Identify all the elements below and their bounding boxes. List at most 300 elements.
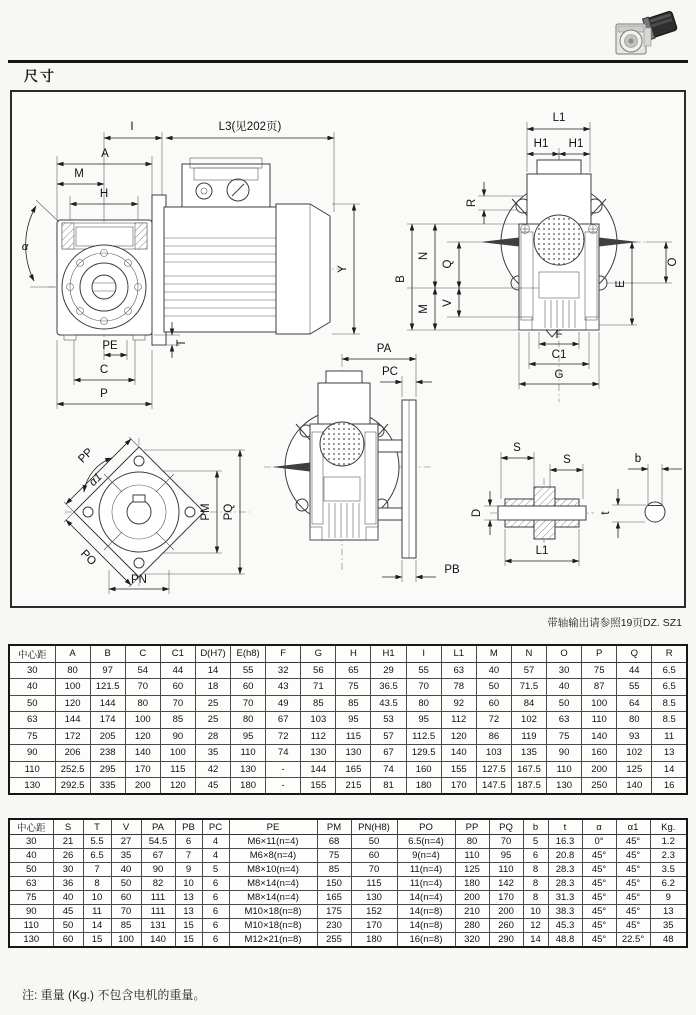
table-cell: 130: [547, 778, 582, 795]
column-header: α1: [616, 819, 650, 835]
column-header: R: [652, 645, 687, 662]
table-cell: 45°: [616, 835, 650, 849]
dim-label-a: A: [101, 148, 109, 160]
table-cell: 130: [351, 891, 397, 905]
table-cell: 260: [489, 919, 523, 933]
column-header: F: [266, 645, 301, 662]
table-cell: 18: [195, 679, 230, 696]
table-cell: M12×21(n=8): [229, 933, 317, 947]
column-header: PB: [175, 819, 202, 835]
table-cell: 45°: [616, 849, 650, 863]
table-cell: 200: [489, 905, 523, 919]
dim-label-m2: M: [418, 304, 430, 314]
table-cell: 97: [90, 662, 125, 679]
flange-view: [64, 437, 250, 594]
table-cell: 57: [511, 662, 546, 679]
dim-label-g: G: [554, 369, 564, 381]
table-cell: 112.5: [406, 728, 441, 745]
table-cell: 80: [406, 695, 441, 712]
table-cell: 43.5: [371, 695, 406, 712]
table-cell: 65: [336, 662, 371, 679]
table-cell: 15: [83, 933, 111, 947]
table-cell: 45°: [582, 849, 616, 863]
table-cell: 140: [141, 933, 175, 947]
table-row: [9, 891, 687, 905]
table-cell: 71.5: [511, 679, 546, 696]
table-cell: 6: [202, 877, 229, 891]
table-cell: 6: [175, 835, 202, 849]
table-cell: 70: [351, 863, 397, 877]
table-cell: 45°: [582, 891, 616, 905]
table-cell: 45°: [582, 919, 616, 933]
table-cell: 28.3: [548, 863, 582, 877]
table-cell: 54.5: [141, 835, 175, 849]
dim-label-pm: PM: [200, 503, 212, 521]
column-header: E(h8): [231, 645, 266, 662]
table-cell: 93: [617, 728, 652, 745]
column-header: b: [523, 819, 548, 835]
table-cell: 135: [511, 745, 546, 762]
table-cell: 6: [202, 905, 229, 919]
table-cell: 110: [547, 761, 582, 778]
table-cell: 85: [317, 863, 351, 877]
table-row: [9, 679, 687, 696]
table-cell: 130: [336, 745, 371, 762]
table-row: [9, 745, 687, 762]
table-cell: 174: [90, 712, 125, 729]
table-cell: 180: [351, 933, 397, 947]
table-cell: 45°: [582, 863, 616, 877]
table-cell: 6: [202, 891, 229, 905]
table-cell: 140: [617, 778, 652, 795]
dim-label-r: R: [466, 198, 478, 208]
table-cell: 85: [160, 712, 195, 729]
table-cell: 119: [511, 728, 546, 745]
dim-label-l1b: L1: [535, 545, 549, 557]
column-header: α: [582, 819, 616, 835]
table-row: [9, 905, 687, 919]
table-cell: 48.8: [548, 933, 582, 947]
dim-label-p: P: [100, 388, 108, 400]
table-cell: 85: [111, 919, 141, 933]
page-title: 尺寸: [24, 68, 56, 84]
dim-label-h1a: H1: [533, 138, 549, 150]
table-cell: 35: [111, 849, 141, 863]
table-cell: 9: [175, 863, 202, 877]
table-cell: 13: [175, 905, 202, 919]
column-header: V: [111, 819, 141, 835]
table-cell: 170: [441, 778, 476, 795]
table-cell: 130: [301, 745, 336, 762]
table-cell: 28.3: [548, 877, 582, 891]
footer-note: 注: 重量 (Kg.) 不包含电机的重量。: [22, 988, 206, 1002]
dim-label-l1: L1: [552, 112, 566, 124]
dimensions-table-1: [8, 644, 688, 795]
table-cell: M10×18(n=8): [229, 905, 317, 919]
table-cell: 71: [301, 679, 336, 696]
table-cell: 144: [55, 712, 90, 729]
table-cell: 70: [125, 679, 160, 696]
table-cell: 14: [195, 662, 230, 679]
table-cell: 7: [175, 849, 202, 863]
column-header: M: [476, 645, 511, 662]
table-cell: 60: [160, 679, 195, 696]
table-cell: 280: [455, 919, 489, 933]
drawing-note: 带轴输出请参照19页DZ. SZ1: [547, 617, 682, 629]
dim-label-l3: L3(见202页): [218, 121, 282, 133]
table-row: [9, 919, 687, 933]
table-cell: 31.3: [548, 891, 582, 905]
dim-label-o: O: [667, 257, 679, 267]
table-cell: 9(n=4): [397, 849, 455, 863]
table-cell: 6.5: [83, 849, 111, 863]
drawing-panel: [10, 90, 686, 608]
table-cell: 45°: [616, 919, 650, 933]
table-cell: 80: [231, 712, 266, 729]
table-cell: 205: [90, 728, 125, 745]
table-cell: 45°: [616, 891, 650, 905]
table-cell: 8: [83, 877, 111, 891]
table-cell: 180: [455, 877, 489, 891]
table-cell: M6×8(n=4): [229, 849, 317, 863]
table-cell: 6.2: [650, 877, 687, 891]
table-cell: 85: [301, 695, 336, 712]
table-cell: 112: [441, 712, 476, 729]
table-cell: 90: [141, 863, 175, 877]
table-cell: 72: [476, 712, 511, 729]
table-cell: 10: [175, 877, 202, 891]
table-cell: 55: [231, 662, 266, 679]
table-cell: 11(n=4): [397, 877, 455, 891]
table-cell: 78: [441, 679, 476, 696]
table-cell: 85: [336, 695, 371, 712]
table-cell: 35: [195, 745, 230, 762]
table-cell: 2.3: [650, 849, 687, 863]
table-cell: 90: [9, 905, 53, 919]
table-cell: 152: [351, 905, 397, 919]
table-cell: 45: [53, 905, 83, 919]
table-cell: 6: [523, 849, 548, 863]
table-cell: 6.5(n=4): [397, 835, 455, 849]
table-cell: 110: [9, 761, 55, 778]
table-cell: 45°: [582, 905, 616, 919]
dim-label-pe: PE: [102, 340, 118, 352]
dim-label-h1b: H1: [568, 138, 584, 150]
table-cell: 170: [489, 891, 523, 905]
table-cell: 130: [231, 761, 266, 778]
mounting-table-2: [8, 818, 688, 948]
table-cell: 70: [111, 905, 141, 919]
dim-label-s1: S: [513, 442, 521, 454]
table-cell: 72: [266, 728, 301, 745]
table-cell: 15: [175, 919, 202, 933]
table-cell: 90: [9, 745, 55, 762]
table-cell: 0°: [582, 835, 616, 849]
column-header: Kg.: [650, 819, 687, 835]
table-cell: 95: [336, 712, 371, 729]
table-cell: 110: [231, 745, 266, 762]
table-cell: 100: [160, 745, 195, 762]
table-cell: 115: [351, 877, 397, 891]
side-view: [395, 112, 679, 402]
table-cell: 26: [53, 849, 83, 863]
table-cell: 160: [582, 745, 617, 762]
column-header: H1: [371, 645, 406, 662]
dim-label-q: Q: [442, 259, 454, 269]
table-cell: 16.3: [548, 835, 582, 849]
table-cell: 82: [141, 877, 175, 891]
table-cell: 36.5: [371, 679, 406, 696]
table-cell: 43: [266, 679, 301, 696]
table-cell: 75: [317, 849, 351, 863]
table-cell: 86: [476, 728, 511, 745]
table-cell: 60: [351, 849, 397, 863]
table-cell: 50: [111, 877, 141, 891]
table-cell: 11: [652, 728, 687, 745]
table-cell: 25: [195, 695, 230, 712]
table-cell: 30: [9, 662, 55, 679]
table-cell: 320: [455, 933, 489, 947]
table-cell: 200: [582, 761, 617, 778]
dim-label-h: H: [99, 188, 109, 200]
table-cell: 100: [582, 695, 617, 712]
table-cell: 80: [125, 695, 160, 712]
table-cell: 206: [55, 745, 90, 762]
dim-label-y: Y: [337, 265, 349, 273]
table-cell: 50: [351, 835, 397, 849]
table-cell: 110: [455, 849, 489, 863]
table-cell: M8×10(n=4): [229, 863, 317, 877]
table-cell: 36: [53, 877, 83, 891]
table-cell: 100: [111, 933, 141, 947]
table-cell: 50: [547, 695, 582, 712]
table-cell: 140: [125, 745, 160, 762]
table-cell: 50: [476, 679, 511, 696]
table-cell: 67: [266, 712, 301, 729]
table-cell: 90: [160, 728, 195, 745]
table-cell: 14(n=4): [397, 891, 455, 905]
table-cell: 180: [406, 778, 441, 795]
table-cell: 130: [9, 778, 55, 795]
table-row: [9, 712, 687, 729]
table-cell: 10: [523, 905, 548, 919]
column-header: PE: [229, 819, 317, 835]
column-header: PP: [455, 819, 489, 835]
table-cell: 63: [9, 877, 53, 891]
table-cell: 125: [455, 863, 489, 877]
table-cell: 40: [547, 679, 582, 696]
table-cell: 45°: [616, 863, 650, 877]
front-view: [22, 120, 360, 409]
table-cell: 56: [301, 662, 336, 679]
dim-label-e: E: [615, 280, 627, 288]
column-header: PA: [141, 819, 175, 835]
dim-label-alpha: α: [21, 241, 29, 253]
table-cell: 20.8: [548, 849, 582, 863]
output-side-view: [264, 343, 460, 582]
table-cell: 90: [547, 745, 582, 762]
table-cell: 238: [90, 745, 125, 762]
table-cell: 170: [351, 919, 397, 933]
table-cell: 40: [53, 891, 83, 905]
technical-drawing: [12, 92, 684, 606]
table-row: [9, 933, 687, 947]
table-cell: 7: [83, 863, 111, 877]
column-header: H: [336, 645, 371, 662]
table-cell: 11(n=4): [397, 863, 455, 877]
table-cell: 165: [336, 761, 371, 778]
table-cell: 111: [141, 905, 175, 919]
column-header: G: [301, 645, 336, 662]
dim-label-i: I: [130, 121, 134, 133]
table-cell: 140: [582, 728, 617, 745]
column-header: Q: [617, 645, 652, 662]
table-cell: 25: [195, 712, 230, 729]
table-cell: 8: [523, 891, 548, 905]
table-cell: 70: [160, 695, 195, 712]
table-cell: 100: [125, 712, 160, 729]
table-cell: 42: [195, 761, 230, 778]
table-cell: 4: [202, 835, 229, 849]
header-rule: [8, 60, 688, 63]
table-cell: M6×11(n=4): [229, 835, 317, 849]
table-cell: 44: [160, 662, 195, 679]
table-cell: 6.5: [652, 679, 687, 696]
table-cell: 63: [547, 712, 582, 729]
table-cell: 200: [125, 778, 160, 795]
table-cell: 144: [301, 761, 336, 778]
table-cell: 50: [9, 695, 55, 712]
table-cell: 120: [160, 778, 195, 795]
table-cell: 120: [125, 728, 160, 745]
table-cell: 110: [9, 919, 53, 933]
table-cell: 87: [582, 679, 617, 696]
table-row: [9, 761, 687, 778]
table-cell: 120: [441, 728, 476, 745]
table-cell: 6: [202, 919, 229, 933]
table-row: [9, 662, 687, 679]
dim-label-v: V: [442, 299, 454, 307]
table-cell: 129.5: [406, 745, 441, 762]
table-cell: 14(n=8): [397, 919, 455, 933]
table-cell: -: [266, 761, 301, 778]
column-header: O: [547, 645, 582, 662]
table-cell: 131: [141, 919, 175, 933]
table-cell: 10: [83, 891, 111, 905]
dim-label-pn: PN: [131, 574, 147, 586]
table-cell: 14: [652, 761, 687, 778]
table-cell: 290: [489, 933, 523, 947]
dim-label-s2: S: [563, 454, 571, 466]
table-cell: 40: [476, 662, 511, 679]
table-cell: 30: [9, 835, 53, 849]
table-cell: 200: [455, 891, 489, 905]
table-cell: 30: [547, 662, 582, 679]
dim-label-pc: PC: [382, 366, 398, 378]
dim-label-alpha1: α1: [87, 471, 105, 489]
table-cell: 11: [83, 905, 111, 919]
brand-photo: [602, 10, 682, 60]
table-cell: 55: [617, 679, 652, 696]
table-cell: 14(n=8): [397, 905, 455, 919]
column-header: PO: [397, 819, 455, 835]
table-cell: 140: [441, 745, 476, 762]
table-cell: 160: [406, 761, 441, 778]
column-header: C1: [160, 645, 195, 662]
table-cell: 45°: [616, 877, 650, 891]
table-cell: 64: [617, 695, 652, 712]
table-cell: 45.3: [548, 919, 582, 933]
table-cell: -: [266, 778, 301, 795]
dim-label-n: N: [418, 251, 430, 261]
table-cell: 147.5: [476, 778, 511, 795]
table-cell: 35: [650, 919, 687, 933]
table-cell: 125: [617, 761, 652, 778]
table-cell: 50: [9, 863, 53, 877]
dim-label-key-b: b: [634, 453, 642, 465]
shaft-section-view: [471, 442, 682, 566]
table-cell: 32: [266, 662, 301, 679]
table-cell: 110: [489, 863, 523, 877]
column-header: A: [55, 645, 90, 662]
table-row: [9, 778, 687, 795]
table-cell: 103: [301, 712, 336, 729]
table-cell: 38.3: [548, 905, 582, 919]
table-cell: 155: [301, 778, 336, 795]
column-header: B: [90, 645, 125, 662]
table-cell: 48: [650, 933, 687, 947]
table-cell: 144: [90, 695, 125, 712]
table-cell: 67: [371, 745, 406, 762]
table-cell: 3.5: [650, 863, 687, 877]
table-cell: 80: [55, 662, 90, 679]
table-cell: 27: [111, 835, 141, 849]
table-cell: 5: [523, 835, 548, 849]
table-cell: 75: [9, 728, 55, 745]
dim-label-b: B: [395, 275, 407, 283]
table-cell: 63: [9, 712, 55, 729]
table-cell: 230: [317, 919, 351, 933]
table-cell: 45: [195, 778, 230, 795]
table-row: [9, 863, 687, 877]
dim-label-pa: PA: [376, 343, 392, 355]
dim-label-c: C: [99, 364, 109, 376]
table-cell: 63: [441, 662, 476, 679]
table-cell: 115: [160, 761, 195, 778]
table-cell: 252.5: [55, 761, 90, 778]
dim-label-f: F: [555, 329, 563, 341]
table-cell: 16: [652, 778, 687, 795]
table-cell: 187.5: [511, 778, 546, 795]
table-cell: 80: [455, 835, 489, 849]
table-cell: 75: [582, 662, 617, 679]
table-cell: 175: [317, 905, 351, 919]
table-cell: 8: [523, 863, 548, 877]
table-cell: 5: [202, 863, 229, 877]
table-cell: M8×14(n=4): [229, 891, 317, 905]
table-cell: 45°: [582, 877, 616, 891]
column-header: PQ: [489, 819, 523, 835]
table-cell: 115: [336, 728, 371, 745]
table-cell: 95: [489, 849, 523, 863]
column-header: 中心距: [9, 819, 53, 835]
dim-label-pb: PB: [444, 564, 460, 576]
column-header: L1: [441, 645, 476, 662]
table-cell: 8.5: [652, 712, 687, 729]
table-cell: 120: [55, 695, 90, 712]
table-cell: 53: [371, 712, 406, 729]
table-cell: 68: [317, 835, 351, 849]
